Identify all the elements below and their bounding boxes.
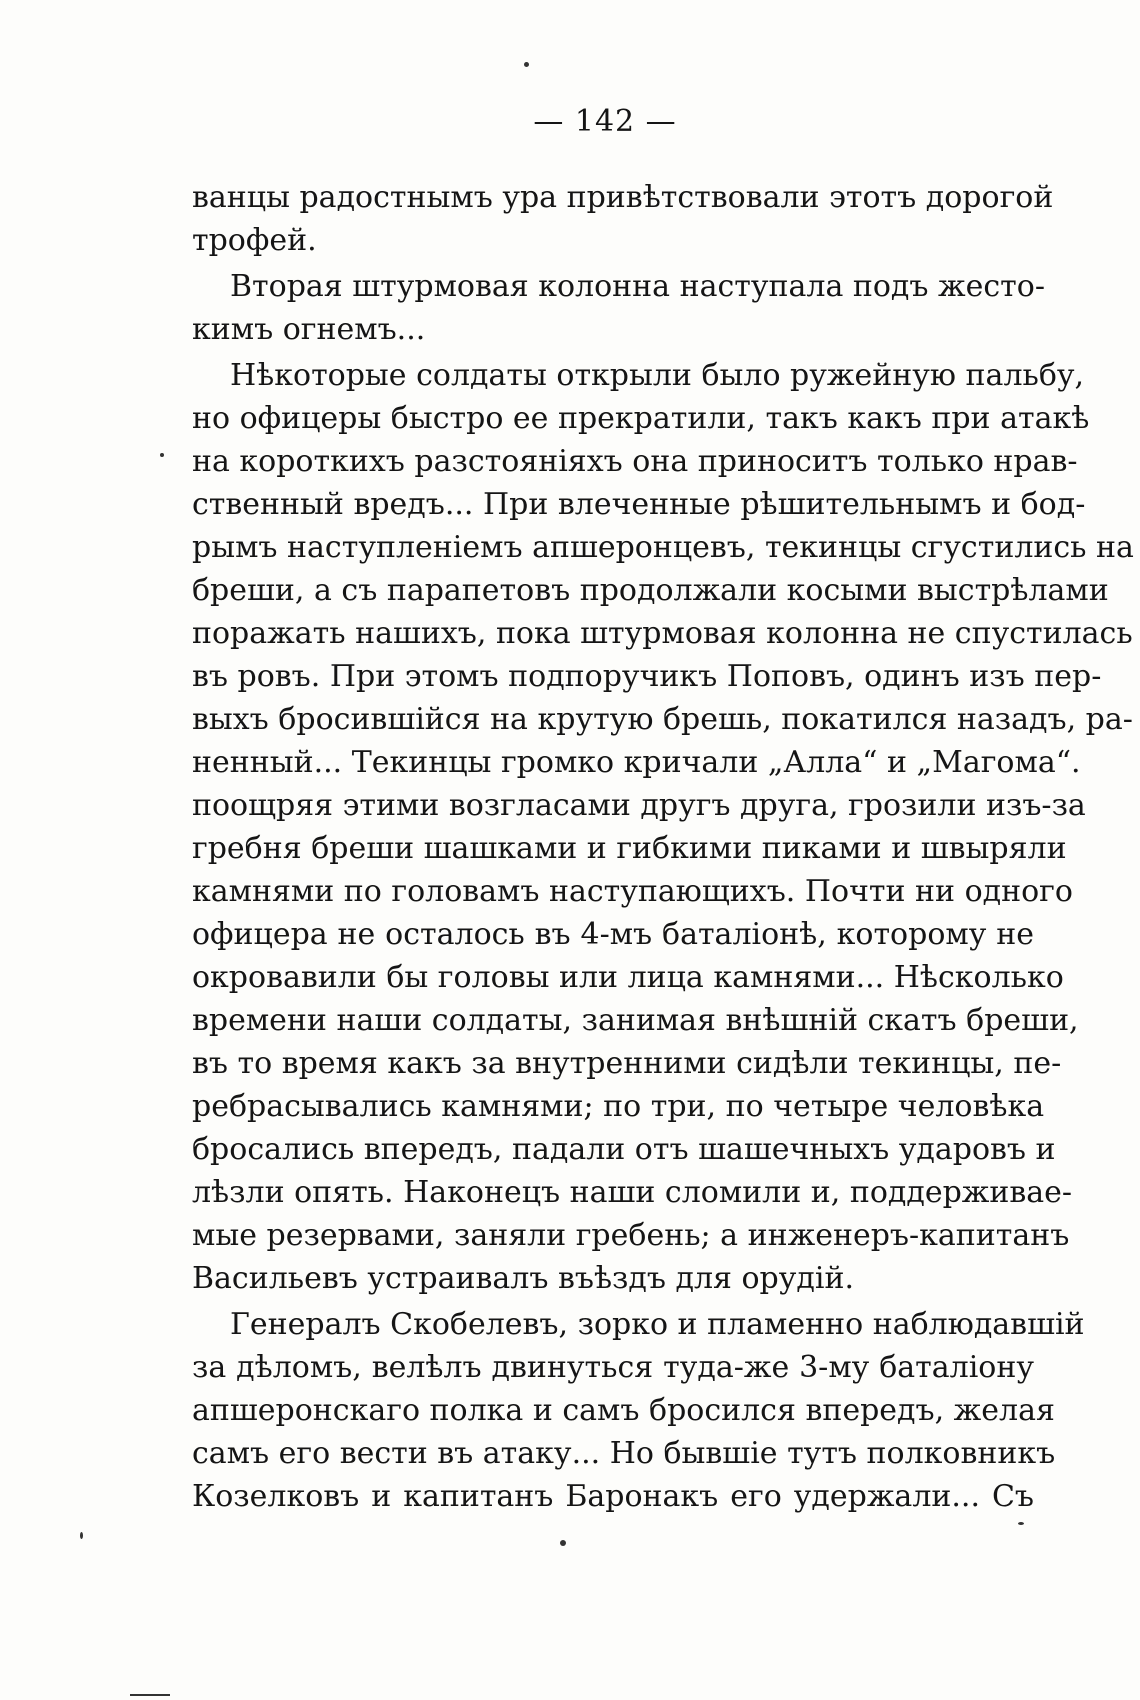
- text-line: поощряя этими возгласами другъ друга, грозили изъ-за: [192, 788, 1086, 823]
- print-speck: [80, 1532, 83, 1539]
- text-line: ребрасывались камнями; по три, по четыре человѣка: [192, 1089, 1045, 1124]
- text-line: самъ его вести въ атаку... Но бывшіе тутъ полковникъ: [192, 1436, 1056, 1471]
- text-line: рымъ наступленіемъ апшеронцевъ, текинцы сгустились на: [192, 530, 1134, 565]
- paragraph-start-line: Нѣкоторые солдаты открыли было ружейную пальбу,: [230, 358, 1085, 393]
- text-line: выхъ бросившійся на крутую брешь, покатился назадъ, ра-: [192, 702, 1133, 737]
- text-line: за дѣломъ, велѣлъ двинуться туда-же 3-му баталіону: [192, 1350, 1034, 1385]
- text-line: камнями по головамъ наступающихъ. Почти ни одного: [192, 874, 1073, 909]
- text-line: ненный... Текинцы громко кричали „Алла“ и „Магома“.: [192, 745, 1081, 780]
- text-line: офицера не осталось въ 4-мъ баталіонѣ, которому не: [192, 917, 1034, 952]
- text-line: трофей.: [192, 223, 317, 258]
- text-line: кимъ огнемъ...: [192, 312, 426, 347]
- text-line: окровавили бы головы или лица камнями... Нѣсколько: [192, 960, 1064, 995]
- text-line: бреши, а съ парапетовъ продолжали косыми выстрѣлами: [192, 573, 1109, 608]
- text-line: гребня бреши шашками и гибкими пиками и швыряли: [192, 831, 1067, 866]
- text-line: въ то время какъ за внутренними сидѣли текинцы, пе-: [192, 1046, 1062, 1081]
- print-speck: [1018, 1522, 1024, 1525]
- text-line: апшеронскаго полка и самъ бросился впередъ, желая: [192, 1393, 1055, 1428]
- text-line: бросались впередъ, падали отъ шашечныхъ ударовъ и: [192, 1132, 1056, 1167]
- print-speck: [560, 1540, 566, 1546]
- print-speck: [160, 453, 164, 457]
- text-line: Козелковъ и капитанъ Баронакъ его удержали... Съ: [192, 1479, 1034, 1514]
- text-line: но офицеры быстро ее прекратили, такъ какъ при атакѣ: [192, 401, 1090, 436]
- text-line: времени наши солдаты, занимая внѣшній скатъ бреши,: [192, 1003, 1079, 1038]
- text-line: ванцы радостнымъ ура привѣтствовали этотъ дорогой: [192, 180, 1054, 215]
- text-line: на короткихъ разстояніяхъ она приноситъ только нрав-: [192, 444, 1078, 479]
- page-number: — 142 —: [533, 104, 677, 139]
- text-line: поражать нашихъ, пока штурмовая колонна не спустилась: [192, 616, 1133, 651]
- text-line: мые резервами, заняли гребень; а инженеръ-капитанъ: [192, 1218, 1070, 1253]
- print-speck: [524, 62, 529, 67]
- text-line: ственный вредъ... При влеченные рѣшительнымъ и бод-: [192, 487, 1086, 522]
- text-line: въ ровъ. При этомъ подпоручикъ Поповъ, одинъ изъ пер-: [192, 659, 1102, 694]
- footer-rule: [130, 1694, 170, 1696]
- body-text: [192, 176, 1134, 1518]
- text-line: лѣзли опять. Наконецъ наши сломили и, поддерживае-: [192, 1175, 1073, 1210]
- text-line: Васильевъ устраивалъ въѣздъ для орудій.: [192, 1261, 855, 1296]
- paragraph-start-line: Вторая штурмовая колонна наступала подъ жесто-: [230, 269, 1045, 304]
- paragraph-start-line: Генералъ Скобелевъ, зорко и пламенно наблюдавшій: [230, 1307, 1085, 1342]
